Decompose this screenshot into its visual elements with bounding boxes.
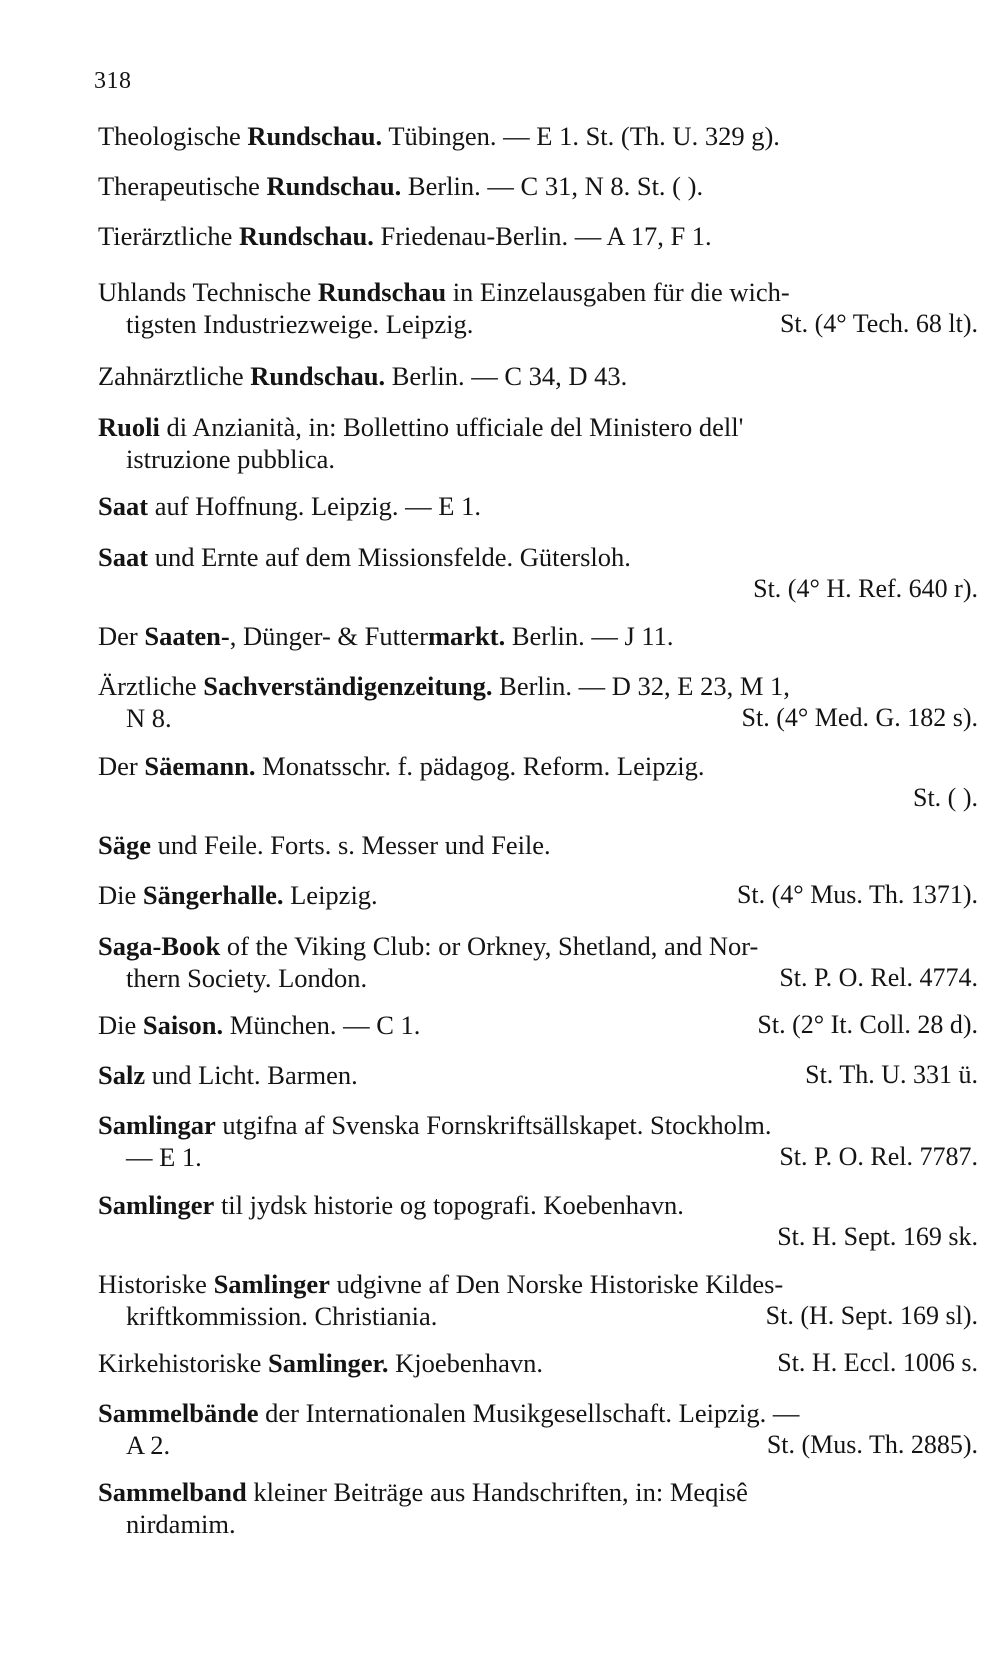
entry-text: Therapeutische xyxy=(98,171,267,201)
catalog-entry xyxy=(98,220,978,252)
entry-line xyxy=(98,879,978,911)
entry-keyword: Säemann. xyxy=(144,751,256,781)
entry-line xyxy=(98,1397,978,1429)
catalog-entry xyxy=(98,120,978,152)
entry-line xyxy=(98,1429,978,1461)
catalog-entry xyxy=(98,750,978,814)
catalog-entry xyxy=(98,1347,978,1379)
entry-text: — E 1. xyxy=(126,1142,202,1172)
catalog-entry xyxy=(98,620,978,652)
entry-text: Uhlands Technische xyxy=(98,277,318,307)
entry-keyword: Sachverständigenzeitung. xyxy=(203,671,493,701)
entry-keyword: Samlinger. xyxy=(268,1348,389,1378)
entry-keyword: Rundschau. xyxy=(250,361,386,391)
entry-text: nirdamim. xyxy=(126,1509,236,1539)
entry-line xyxy=(98,620,978,652)
catalog-entry xyxy=(98,490,978,522)
entry-text: Berlin. — C 31, N 8. St. ( ). xyxy=(401,171,704,201)
entry-keyword: Rundschau. xyxy=(239,221,374,251)
entry-text: utgifna af Svenska Fornskriftsällskapet. Stockholm. xyxy=(215,1110,772,1140)
shelfmark: St. P. O. Rel. 4774. xyxy=(779,963,978,992)
entry-text: kriftkommission. Christiania. xyxy=(126,1301,438,1331)
entry-line xyxy=(98,360,978,392)
shelfmark: St. (4° H. Ref. 640 r). xyxy=(753,574,978,603)
entry-text: Berlin. — J 11. xyxy=(505,621,674,651)
catalog-entry xyxy=(98,1268,978,1332)
catalog-entry xyxy=(98,670,978,734)
catalog-entry xyxy=(98,829,978,861)
entry-line xyxy=(98,1508,978,1540)
entry-text: Tübingen. — E 1. St. (Th. U. 329 g). xyxy=(382,121,780,151)
shelfmark: St. (4° Mus. Th. 1371). xyxy=(736,880,978,909)
catalog-entry xyxy=(98,1397,978,1461)
shelfmark: St. (4° Tech. 68 lt). xyxy=(779,309,978,338)
catalog-entry xyxy=(98,411,978,475)
entry-text: Tierärztliche xyxy=(98,221,240,251)
entry-text: udgivne af Den Norske Historiske Kildes- xyxy=(329,1269,784,1299)
entry-line xyxy=(98,443,978,475)
entry-line xyxy=(98,829,978,861)
entry-line xyxy=(98,1109,978,1141)
entry-line xyxy=(98,1347,978,1379)
entry-keyword: Saat xyxy=(98,491,149,521)
entry-line xyxy=(98,170,978,202)
catalog-entry xyxy=(98,1059,978,1091)
entry-text: Ärztliche xyxy=(98,671,204,701)
entry-line xyxy=(98,220,978,252)
entry-keyword: Samlinger xyxy=(213,1269,330,1299)
shelfmark: St. (H. Sept. 169 sl). xyxy=(765,1301,978,1330)
entry-text: Der xyxy=(98,751,145,781)
shelfmark: St. H. Sept. 169 sk. xyxy=(777,1222,978,1251)
entry-keyword: Saga-Book xyxy=(98,931,221,961)
entry-text: of the Viking Club: or Orkney, Shetland, and Nor- xyxy=(220,931,759,961)
shelfmark: St. P. O. Rel. 7787. xyxy=(779,1142,978,1171)
entry-keyword: Saat xyxy=(98,542,149,572)
entry-text: til jydsk historie og topografi. Koebenhavn. xyxy=(214,1190,684,1220)
entry-keyword: Säge xyxy=(98,830,151,860)
page-number: 318 xyxy=(94,68,132,94)
entry-text: München. — C 1. xyxy=(223,1010,421,1040)
entry-text: in Einzelausgaben für die wich- xyxy=(446,277,790,307)
entry-line xyxy=(98,276,978,308)
entry-text: Die xyxy=(98,1010,143,1040)
entry-line xyxy=(98,1189,978,1221)
catalog-entry xyxy=(98,1009,978,1041)
entry-line xyxy=(98,930,978,962)
catalog-entry xyxy=(98,879,978,911)
entry-keyword: Samlinger xyxy=(98,1190,215,1220)
entry-keyword: Rundschau xyxy=(317,277,447,307)
entry-text: tigsten Industriezweige. Leipzig. xyxy=(126,309,474,339)
entry-keyword: Ruoli xyxy=(98,412,160,442)
entry-text: N 8. xyxy=(126,703,172,733)
entry-line xyxy=(98,411,978,443)
entry-text: istruzione pubblica. xyxy=(126,444,335,474)
shelfmark: St. (Mus. Th. 2885). xyxy=(766,1430,978,1459)
entry-line xyxy=(98,120,978,152)
catalog-entry xyxy=(98,1476,978,1540)
entry-line xyxy=(98,702,978,734)
entry-text: der Internationalen Musikgesellschaft. Leipzig. — xyxy=(258,1398,800,1428)
entry-keyword: Rundschau. xyxy=(247,121,383,151)
shelfmark: St. H. Eccl. 1006 s. xyxy=(777,1348,978,1377)
shelfmark: St. (4° Med. G. 182 s). xyxy=(741,703,978,732)
catalog-entry xyxy=(98,276,978,340)
entry-line xyxy=(98,1476,978,1508)
entry-text: di Anzianità, in: Bollettino ufficiale del Ministero dell' xyxy=(159,412,744,442)
entry-text: kleiner Beiträge aus Handschriften, in: Meqisê xyxy=(246,1477,748,1507)
entry-line xyxy=(98,541,978,573)
entry-text: auf Hoffnung. Leipzig. — E 1. xyxy=(148,491,481,521)
catalog-entry xyxy=(98,541,978,605)
catalog-entry xyxy=(98,930,978,994)
entry-text: Kirkehistoriske xyxy=(98,1348,269,1378)
entry-keyword: Sammelbände xyxy=(98,1398,259,1428)
entry-text: Monatsschr. f. pädagog. Reform. Leipzig. xyxy=(255,751,705,781)
entry-line xyxy=(98,962,978,994)
entry-line xyxy=(98,670,978,702)
entry-line xyxy=(98,1300,978,1332)
entry-text: und Ernte auf dem Missionsfelde. Gütersloh. xyxy=(148,542,631,572)
catalog-entry xyxy=(98,170,978,202)
shelfmark: St. (2° It. Coll. 28 d). xyxy=(757,1010,978,1039)
entry-keyword: Salz xyxy=(98,1060,146,1090)
entry-keyword: Sängerhalle. xyxy=(142,880,284,910)
entry-text: Zahnärztliche xyxy=(98,361,251,391)
shelfmark: St. Th. U. 331 ü. xyxy=(805,1060,978,1089)
entry-line xyxy=(98,750,978,782)
entry-text: Der xyxy=(98,621,145,651)
entry-line xyxy=(98,308,978,340)
entry-keyword: Samlingar xyxy=(98,1110,216,1140)
entry-keyword: Sammelband xyxy=(98,1477,247,1507)
entry-keyword: Saison. xyxy=(142,1010,224,1040)
entry-text: Leipzig. xyxy=(283,880,378,910)
entry-text: thern Society. London. xyxy=(126,963,368,993)
catalog-entry xyxy=(98,360,978,392)
entry-text: Die xyxy=(98,880,143,910)
entry-text: Berlin. — D 32, E 23, M 1, xyxy=(492,671,790,701)
shelfmark: St. ( ). xyxy=(913,783,978,812)
entry-text: Kjoebenhavn. xyxy=(388,1348,544,1378)
entry-text: Berlin. — C 34, D 43. xyxy=(385,361,628,391)
entry-text: und Feile. Forts. s. Messer und Feile. xyxy=(151,830,551,860)
entry-keyword: Saaten- xyxy=(144,621,230,651)
catalog-entry xyxy=(98,1189,978,1253)
catalog-entry xyxy=(98,1109,978,1173)
entry-text: A 2. xyxy=(126,1430,171,1460)
entry-text: , Dünger- & Futter xyxy=(229,621,428,651)
entry-line xyxy=(98,1059,978,1091)
entry-text: Theologische xyxy=(98,121,248,151)
entry-text: Friedenau-Berlin. — A 17, F 1. xyxy=(373,221,712,251)
entry-line xyxy=(98,490,978,522)
entry-text: und Licht. Barmen. xyxy=(145,1060,358,1090)
entry-line xyxy=(98,1141,978,1173)
entry-keyword: markt. xyxy=(427,621,506,651)
entry-text: Historiske xyxy=(98,1269,214,1299)
entry-line xyxy=(98,1009,978,1041)
entry-line xyxy=(98,1268,978,1300)
entry-keyword: Rundschau. xyxy=(266,171,402,201)
